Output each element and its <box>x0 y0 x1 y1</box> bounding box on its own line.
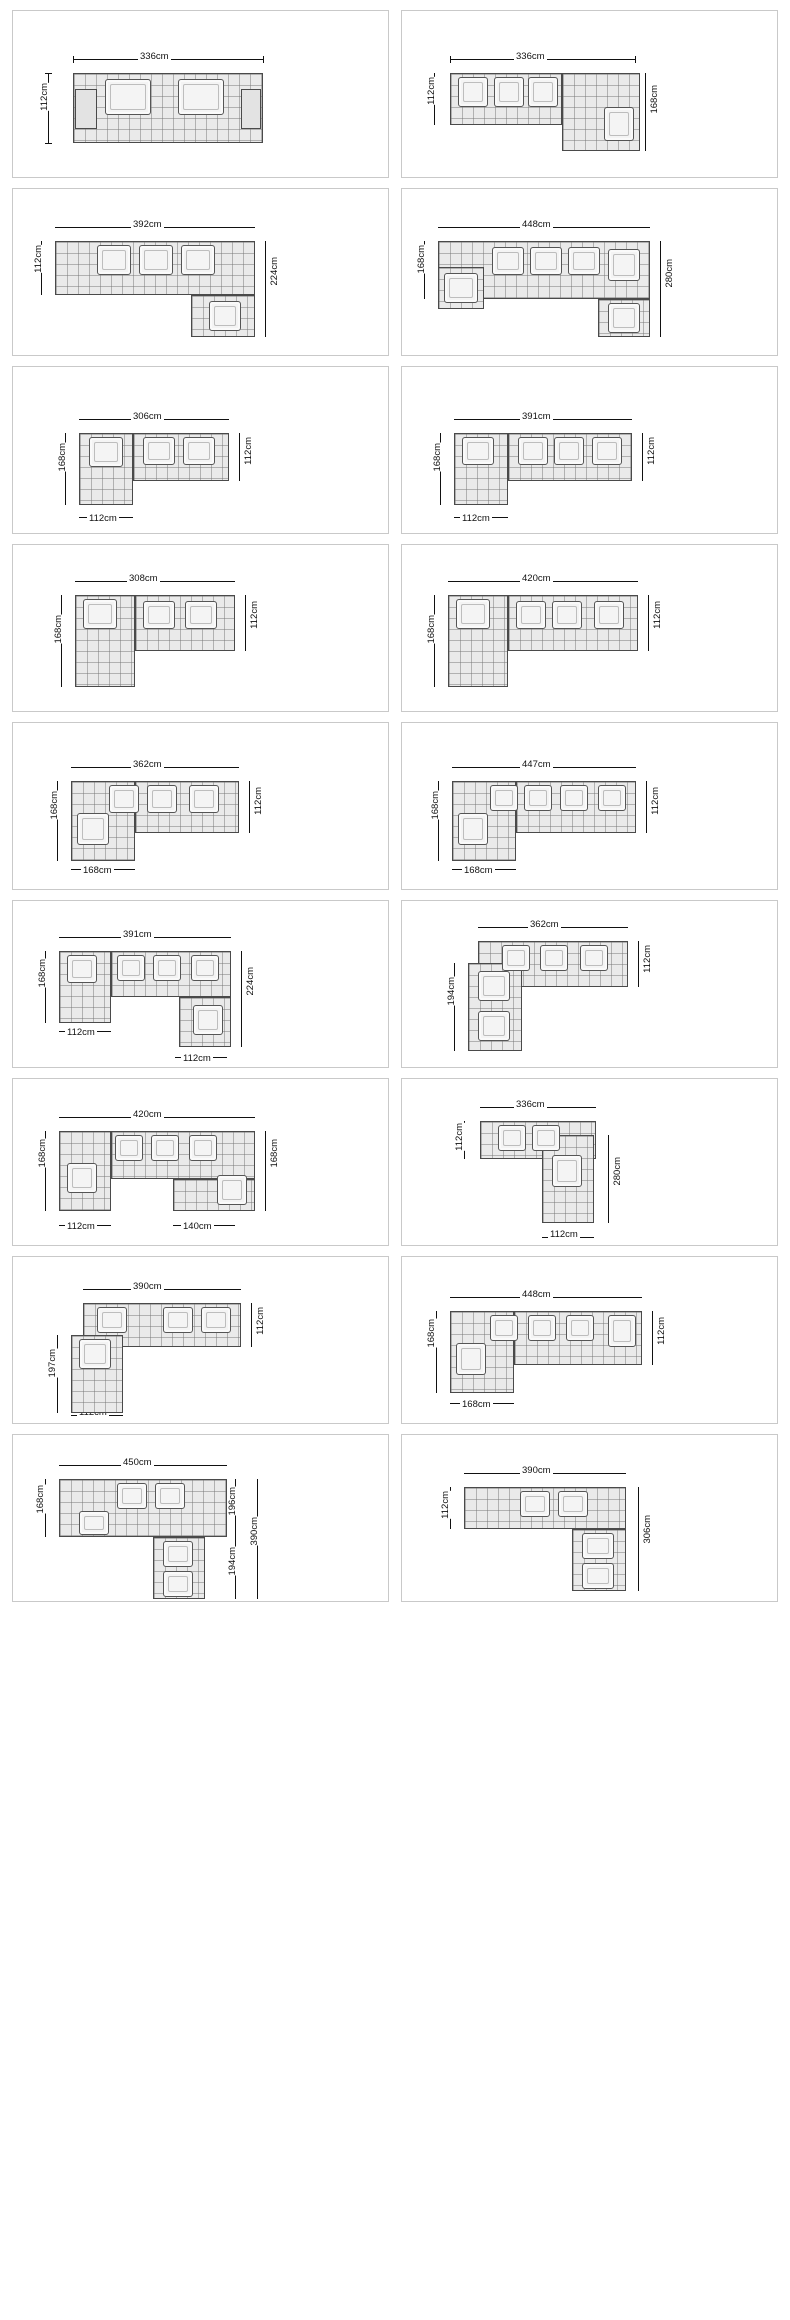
back-cushion <box>492 247 524 275</box>
dim-label-width: 336cm <box>516 51 545 62</box>
back-cushion <box>532 1125 560 1151</box>
dim-line-right <box>646 781 647 833</box>
back-cushion <box>524 785 552 811</box>
dim-label-width: 391cm <box>522 411 551 422</box>
back-cushion <box>490 1315 518 1341</box>
dim-label-width: 447cm <box>522 759 551 770</box>
dim-label-bottom-left: 112cm <box>67 1221 95 1232</box>
diagram-grid <box>12 10 778 1602</box>
corner-cushion <box>604 107 634 141</box>
dim-label-bottom: 112cm <box>550 1229 578 1240</box>
back-cushion <box>153 955 181 981</box>
dim-label-width: 391cm <box>123 929 152 940</box>
dim-label-depth-right: 168cm <box>269 1139 280 1168</box>
dim-label-depth-left: 194cm <box>446 977 457 1006</box>
dim-tick <box>263 56 264 63</box>
corner-cushion <box>456 599 490 629</box>
dim-line-right <box>638 941 639 987</box>
back-cushion <box>554 437 584 465</box>
back-cushion <box>558 1491 588 1517</box>
dim-label-depth-right: 168cm <box>649 85 660 114</box>
diagram-cell-1 <box>12 10 389 178</box>
back-cushion <box>458 77 488 107</box>
dim-label-depth: 168cm <box>416 245 427 274</box>
back-cushion <box>191 955 219 981</box>
corner-cushion <box>217 1175 247 1205</box>
dim-line-right <box>265 1131 266 1211</box>
back-cushion <box>552 601 582 629</box>
back-cushion <box>494 77 524 107</box>
dim-label-depth: 168cm <box>426 1319 437 1348</box>
corner-cushion <box>608 249 640 281</box>
back-cushion <box>560 785 588 811</box>
dim-label-depth-right: 112cm <box>243 437 254 465</box>
dim-line-right <box>660 241 661 337</box>
dim-label-right-inner: 196cm <box>227 1487 238 1516</box>
dim-label-width: 392cm <box>133 219 162 230</box>
diagram-cell-5 <box>12 366 389 534</box>
back-cushion <box>185 601 217 629</box>
corner-cushion <box>478 1011 510 1041</box>
sofa-body <box>73 73 263 143</box>
dim-line-right <box>642 433 643 481</box>
dim-label-depth: 168cm <box>426 615 437 644</box>
dim-label-width: 450cm <box>123 1457 152 1468</box>
dim-label-depth-left: 197cm <box>47 1349 58 1378</box>
corner-cushion <box>77 813 109 845</box>
dim-label-bottom: 112cm <box>89 513 117 524</box>
diagram-canvas-6 <box>402 367 777 533</box>
dim-label-depth: 168cm <box>37 1139 48 1168</box>
dim-label-right-mid: 194cm <box>227 1547 238 1576</box>
dim-label-depth-right: 112cm <box>650 787 661 815</box>
corner-cushion <box>163 1541 193 1567</box>
diagram-cell-11 <box>12 900 389 1068</box>
dim-label-depth-right: 112cm <box>249 601 260 629</box>
dim-label-depth-right: 224cm <box>245 967 256 996</box>
back-cushion <box>490 785 518 811</box>
back-cushion <box>498 1125 526 1151</box>
back-cushion <box>520 1491 550 1517</box>
diagram-canvas-12 <box>402 901 777 1067</box>
back-cushion <box>105 79 151 115</box>
back-cushion <box>201 1307 231 1333</box>
diagram-cell-7 <box>12 544 389 712</box>
dim-label-depth-right: 280cm <box>664 259 675 288</box>
dim-label-width: 362cm <box>530 919 559 930</box>
corner-cushion <box>67 1163 97 1193</box>
corner-cushion <box>608 1315 636 1347</box>
dim-label-bottom: 168cm <box>462 1399 491 1410</box>
back-cushion <box>151 1135 179 1161</box>
dim-label-bottom-right: 140cm <box>183 1221 212 1232</box>
dim-tick <box>450 56 451 63</box>
diagram-canvas-5 <box>13 367 388 533</box>
back-cushion <box>566 1315 594 1341</box>
diagram-cell-6 <box>401 366 778 534</box>
dim-line-right <box>265 241 266 337</box>
dim-label-width: 420cm <box>522 573 551 584</box>
diagram-canvas-17 <box>13 1435 388 1601</box>
dim-tick <box>73 56 74 63</box>
corner-cushion <box>456 1343 486 1375</box>
back-cushion <box>97 1307 127 1333</box>
dim-label-bottom: 112cm <box>462 513 490 524</box>
diagram-canvas-16 <box>402 1257 777 1423</box>
dim-label-depth-right: 112cm <box>253 787 264 815</box>
dim-label-depth-right: 306cm <box>642 1515 653 1544</box>
dim-tick <box>45 73 52 74</box>
diagram-canvas-7 <box>13 545 388 711</box>
dim-label-width: 448cm <box>522 1289 551 1300</box>
diagram-canvas-9 <box>13 723 388 889</box>
back-cushion <box>592 437 622 465</box>
arm-left <box>75 89 97 129</box>
back-cushion <box>143 437 175 465</box>
diagram-canvas-14 <box>402 1079 777 1245</box>
dim-label-bottom: 168cm <box>83 865 112 876</box>
dim-label-width: 308cm <box>129 573 158 584</box>
dim-label-bottom-right: 112cm <box>183 1053 211 1064</box>
back-cushion <box>540 945 568 971</box>
back-cushion <box>163 1307 193 1333</box>
dim-label-depth: 168cm <box>57 443 68 472</box>
dim-line-right <box>638 1487 639 1591</box>
dim-tick <box>635 56 636 63</box>
dim-label-width: 448cm <box>522 219 551 230</box>
back-cushion <box>143 601 175 629</box>
back-cushion <box>189 785 219 813</box>
dim-label-depth-right: 112cm <box>656 1317 667 1345</box>
dim-label-depth-right: 112cm <box>646 437 657 465</box>
corner-cushion <box>608 303 640 333</box>
dim-label-depth-right: 224cm <box>269 257 280 286</box>
dim-label-depth: 112cm <box>426 77 437 105</box>
diagram-canvas-1 <box>13 11 388 177</box>
dim-line-right <box>652 1311 653 1365</box>
diagram-cell-17 <box>12 1434 389 1602</box>
dim-label-width: 336cm <box>140 51 169 62</box>
diagram-cell-3 <box>12 188 389 356</box>
dim-label-depth: 112cm <box>39 83 50 111</box>
back-cushion <box>181 245 215 275</box>
diagram-cell-10 <box>401 722 778 890</box>
back-cushion <box>518 437 548 465</box>
dim-label-depth: 168cm <box>35 1485 46 1514</box>
back-cushion <box>178 79 224 115</box>
diagram-canvas-8 <box>402 545 777 711</box>
back-cushion <box>117 1483 147 1509</box>
corner-cushion <box>552 1155 582 1187</box>
corner-cushion <box>79 1511 109 1535</box>
back-cushion <box>502 945 530 971</box>
diagram-cell-8 <box>401 544 778 712</box>
diagram-canvas-3 <box>13 189 388 355</box>
dim-label-depth-right: 112cm <box>642 945 653 973</box>
dim-line-right <box>251 1303 252 1347</box>
diagram-cell-2 <box>401 10 778 178</box>
diagram-canvas-4 <box>402 189 777 355</box>
back-cushion <box>594 601 624 629</box>
dim-label-right-outer: 390cm <box>249 1517 260 1546</box>
corner-cushion <box>79 1339 111 1369</box>
diagram-canvas-2 <box>402 11 777 177</box>
diagram-canvas-11 <box>13 901 388 1067</box>
back-cushion <box>155 1483 185 1509</box>
corner-cushion <box>582 1533 614 1559</box>
back-cushion <box>189 1135 217 1161</box>
diagram-canvas-18 <box>402 1435 777 1601</box>
dim-label-depth: 112cm <box>454 1123 465 1151</box>
corner-cushion <box>478 971 510 1001</box>
back-cushion <box>530 247 562 275</box>
dim-tick <box>45 143 52 144</box>
dim-label-width: 336cm <box>516 1099 545 1110</box>
dim-label-depth: 168cm <box>37 959 48 988</box>
arm-right <box>241 89 261 129</box>
back-cushion <box>147 785 177 813</box>
dim-line-right <box>648 595 649 651</box>
corner-cushion <box>83 599 117 629</box>
back-cushion <box>580 945 608 971</box>
dim-label-bottom: 168cm <box>464 865 493 876</box>
back-cushion <box>598 785 626 811</box>
corner-cushion <box>582 1563 614 1589</box>
diagram-canvas-10 <box>402 723 777 889</box>
diagram-cell-13 <box>12 1078 389 1246</box>
back-cushion <box>115 1135 143 1161</box>
diagram-cell-14 <box>401 1078 778 1246</box>
corner-cushion <box>444 273 478 303</box>
dim-label-depth-right: 112cm <box>255 1307 266 1335</box>
diagram-cell-15 <box>12 1256 389 1424</box>
dim-label-width: 306cm <box>133 411 162 422</box>
corner-cushion <box>67 955 97 983</box>
diagram-canvas-15 <box>13 1257 388 1423</box>
dim-label-width: 362cm <box>133 759 162 770</box>
dim-label-depth: 168cm <box>49 791 60 820</box>
dim-label-depth: 168cm <box>53 615 64 644</box>
dim-line-right <box>239 433 240 481</box>
diagram-cell-4 <box>401 188 778 356</box>
diagram-cell-9 <box>12 722 389 890</box>
diagram-cell-12 <box>401 900 778 1068</box>
dim-label-width: 420cm <box>133 1109 162 1120</box>
diagram-canvas-13 <box>13 1079 388 1245</box>
dim-line-right <box>645 73 646 151</box>
back-cushion <box>109 785 139 813</box>
dim-label-depth-right: 112cm <box>652 601 663 629</box>
corner-cushion <box>462 437 494 465</box>
dim-line-right <box>245 595 246 651</box>
corner-cushion <box>163 1571 193 1597</box>
dim-line-right <box>249 781 250 833</box>
corner-cushion <box>458 813 488 845</box>
dim-label-width: 390cm <box>522 1465 551 1476</box>
dim-label-depth: 112cm <box>33 245 44 273</box>
back-cushion <box>528 1315 556 1341</box>
back-cushion <box>139 245 173 275</box>
back-cushion <box>117 955 145 981</box>
back-cushion <box>183 437 215 465</box>
dim-label-width: 390cm <box>133 1281 162 1292</box>
back-cushion <box>97 245 131 275</box>
dim-line-right <box>241 951 242 1047</box>
back-cushion <box>568 247 600 275</box>
dim-line-right <box>608 1135 609 1223</box>
dim-label-bottom-left: 112cm <box>67 1027 95 1038</box>
dim-label-depth-right: 280cm <box>612 1157 623 1186</box>
diagram-cell-16 <box>401 1256 778 1424</box>
corner-cushion <box>209 301 241 331</box>
dim-label-depth: 112cm <box>440 1491 451 1519</box>
dim-label-depth: 168cm <box>430 791 441 820</box>
corner-cushion <box>89 437 123 467</box>
back-cushion <box>528 77 558 107</box>
dim-label-depth: 168cm <box>432 443 443 472</box>
diagram-cell-18 <box>401 1434 778 1602</box>
corner-cushion <box>193 1005 223 1035</box>
back-cushion <box>516 601 546 629</box>
